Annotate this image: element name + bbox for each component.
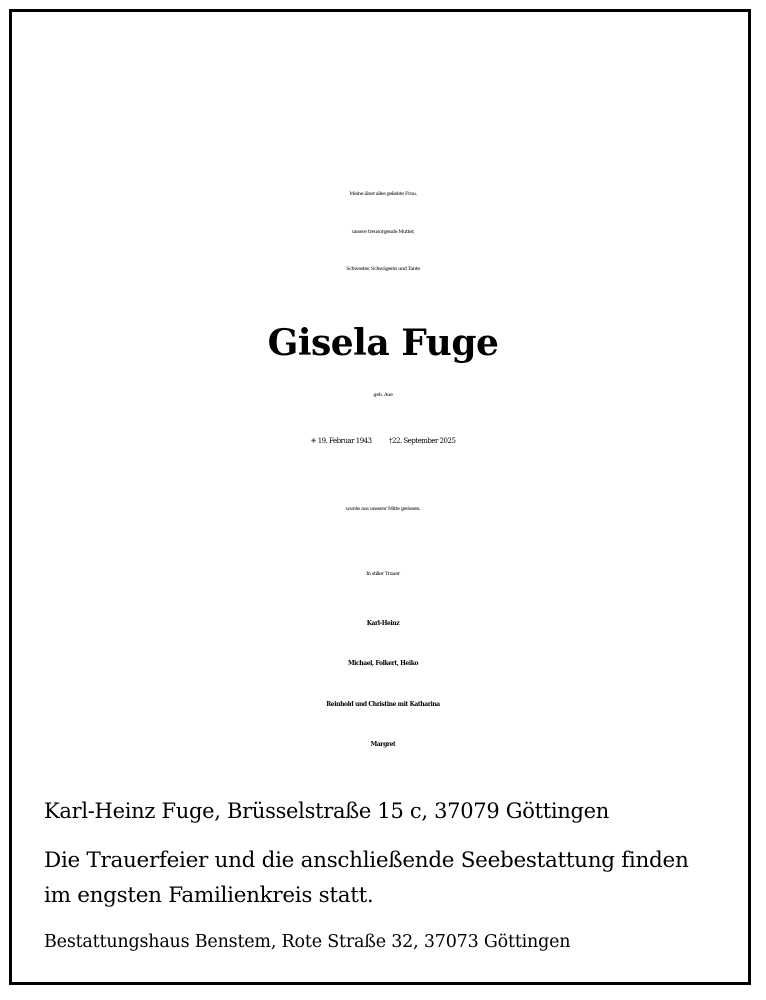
mourner-line-3: Reinhold und Christine mit Katharina [326,701,440,708]
obituary-border [9,9,751,985]
birth-date: 19. Februar 1943 [317,437,372,445]
undertaker-info: Bestattungshaus Benstem, Rote Straße 32, 37073 Göttingen [44,932,571,952]
intro-line-2: unsere treusorgende Mutter, [351,229,415,235]
grief-heading: In stiller Trauer [366,571,400,577]
death-date: 22. September 2025 [392,437,456,445]
mourner-line-1: Karl-Heinz [366,620,400,627]
birth-star-icon: ✳ [310,437,316,445]
family-address: Karl-Heinz Fuge, Brüsselstraße 15 c, 37079 Göttingen [44,799,610,823]
life-dates [0,437,766,445]
intro-line-1: Meine über alles geliebte Frau, [349,191,417,197]
deceased-name: Gisela Fuge [267,322,499,364]
notice-line-2: im engsten Familienkreis statt. [44,883,374,908]
mourner-line-2: Michael, Folkert, Heiko [347,660,419,667]
notice-line-1: Die Trauerfeier und die anschließende Seebestattung finden [44,848,689,873]
intro-line-3: Schwester, Schwägerin und Tante [346,266,420,272]
maiden-name: geb. Aue [373,392,393,398]
mourner-line-4: Margret [370,741,396,748]
phrase: wurde aus unserer Mitte gerissen. [345,506,421,512]
death-cross-icon: † [389,437,393,445]
